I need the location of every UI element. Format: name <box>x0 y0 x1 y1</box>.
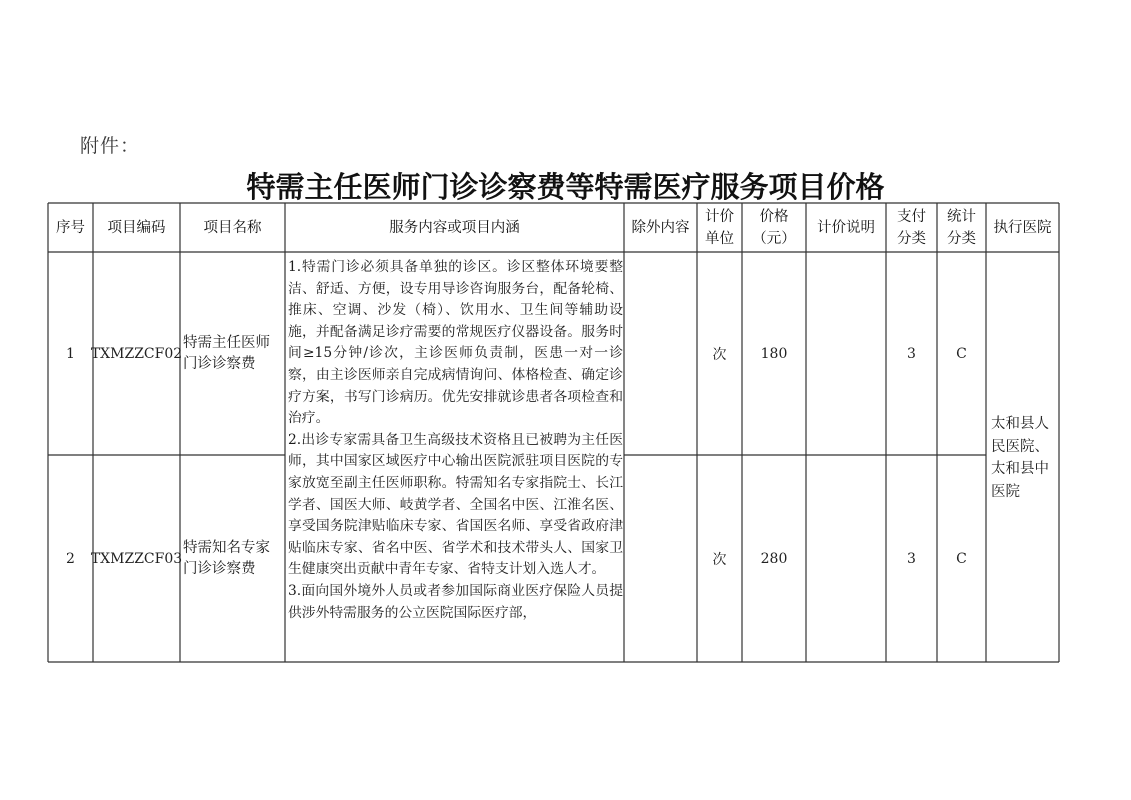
service-content <box>288 257 623 624</box>
row2-stat: C <box>956 550 967 567</box>
header-content: 服务内容或项目内涵 <box>389 219 520 236</box>
service-paragraph-1: 1.特需门诊必须具备单独的诊区。诊区整体环境要整洁、舒适、方便，设专用导诊咨询服务台，配备轮椅、推床、空调、沙发（椅）、饮用水、卫生间等辅助设施，并配备满足诊疗需要的常规医疗仪器设备。服务时间≥15分钟/诊次，主诊医师负责制，医患一对一诊察，由主诊医师亲自完成病情询问、体格检查、确定诊疗方案，书写门诊病历。优先安排就诊患者各项检查和治疗。 <box>288 259 623 427</box>
row1-name: 特需主任医师门诊诊察费 <box>183 334 270 372</box>
row1-stat: C <box>956 345 967 362</box>
header-code: 项目编码 <box>107 219 166 236</box>
attachment-label: 附件： <box>80 135 141 157</box>
executing-hospitals: 太和县人民医院、太和县中医院 <box>991 416 1049 500</box>
row2-price: 280 <box>760 550 788 567</box>
header-name: 项目名称 <box>203 219 262 236</box>
row2-unit: 次 <box>712 551 727 568</box>
service-paragraph-3: 3.面向国外境外人员或者参加国际商业医疗保险人员提供涉外特需服务的公立医院国际医疗部， <box>288 582 623 621</box>
row1-unit: 次 <box>712 346 727 363</box>
row2-code: TXMZZCF03 <box>90 550 183 567</box>
header-seq: 序号 <box>56 219 85 236</box>
service-paragraph-2: 2.出诊专家需具备卫生高级技术资格且已被聘为主任医师，其中国家区域医疗中心输出医院派驻项目医院的专家放宽至副主任医师职称。特需知名专家指院士、长江学者、国医大师、岐黄学者、全国名中医、江淮名医、享受国务院津贴临床专家、省国医名师、享受省政府津贴临床专家、省名中医、省学术和技术带头人、国家卫生健康突出贡献中青年专家、省特支计划入选人才。 <box>288 431 623 578</box>
row1-payment: 3 <box>907 345 916 362</box>
row1-code: TXMZZCF02 <box>90 345 183 362</box>
header-payment: 支付 分类 <box>897 208 926 247</box>
row2-payment: 3 <box>907 550 916 567</box>
header-stat: 统计 分类 <box>947 208 976 247</box>
row1-price: 180 <box>760 345 788 362</box>
document-title: 特需主任医师门诊诊察费等特需医疗服务项目价格 <box>246 170 885 204</box>
header-exclusions: 除外内容 <box>631 219 690 236</box>
header-unit: 计价 单位 <box>705 208 734 247</box>
header-pricing-note: 计价说明 <box>817 219 875 236</box>
header-price: 价格 （元） <box>752 208 796 247</box>
row1-seq: 1 <box>66 345 75 362</box>
header-hospital: 执行医院 <box>993 219 1052 236</box>
row2-name: 特需知名专家门诊诊察费 <box>183 539 270 577</box>
row2-seq: 2 <box>66 550 75 567</box>
